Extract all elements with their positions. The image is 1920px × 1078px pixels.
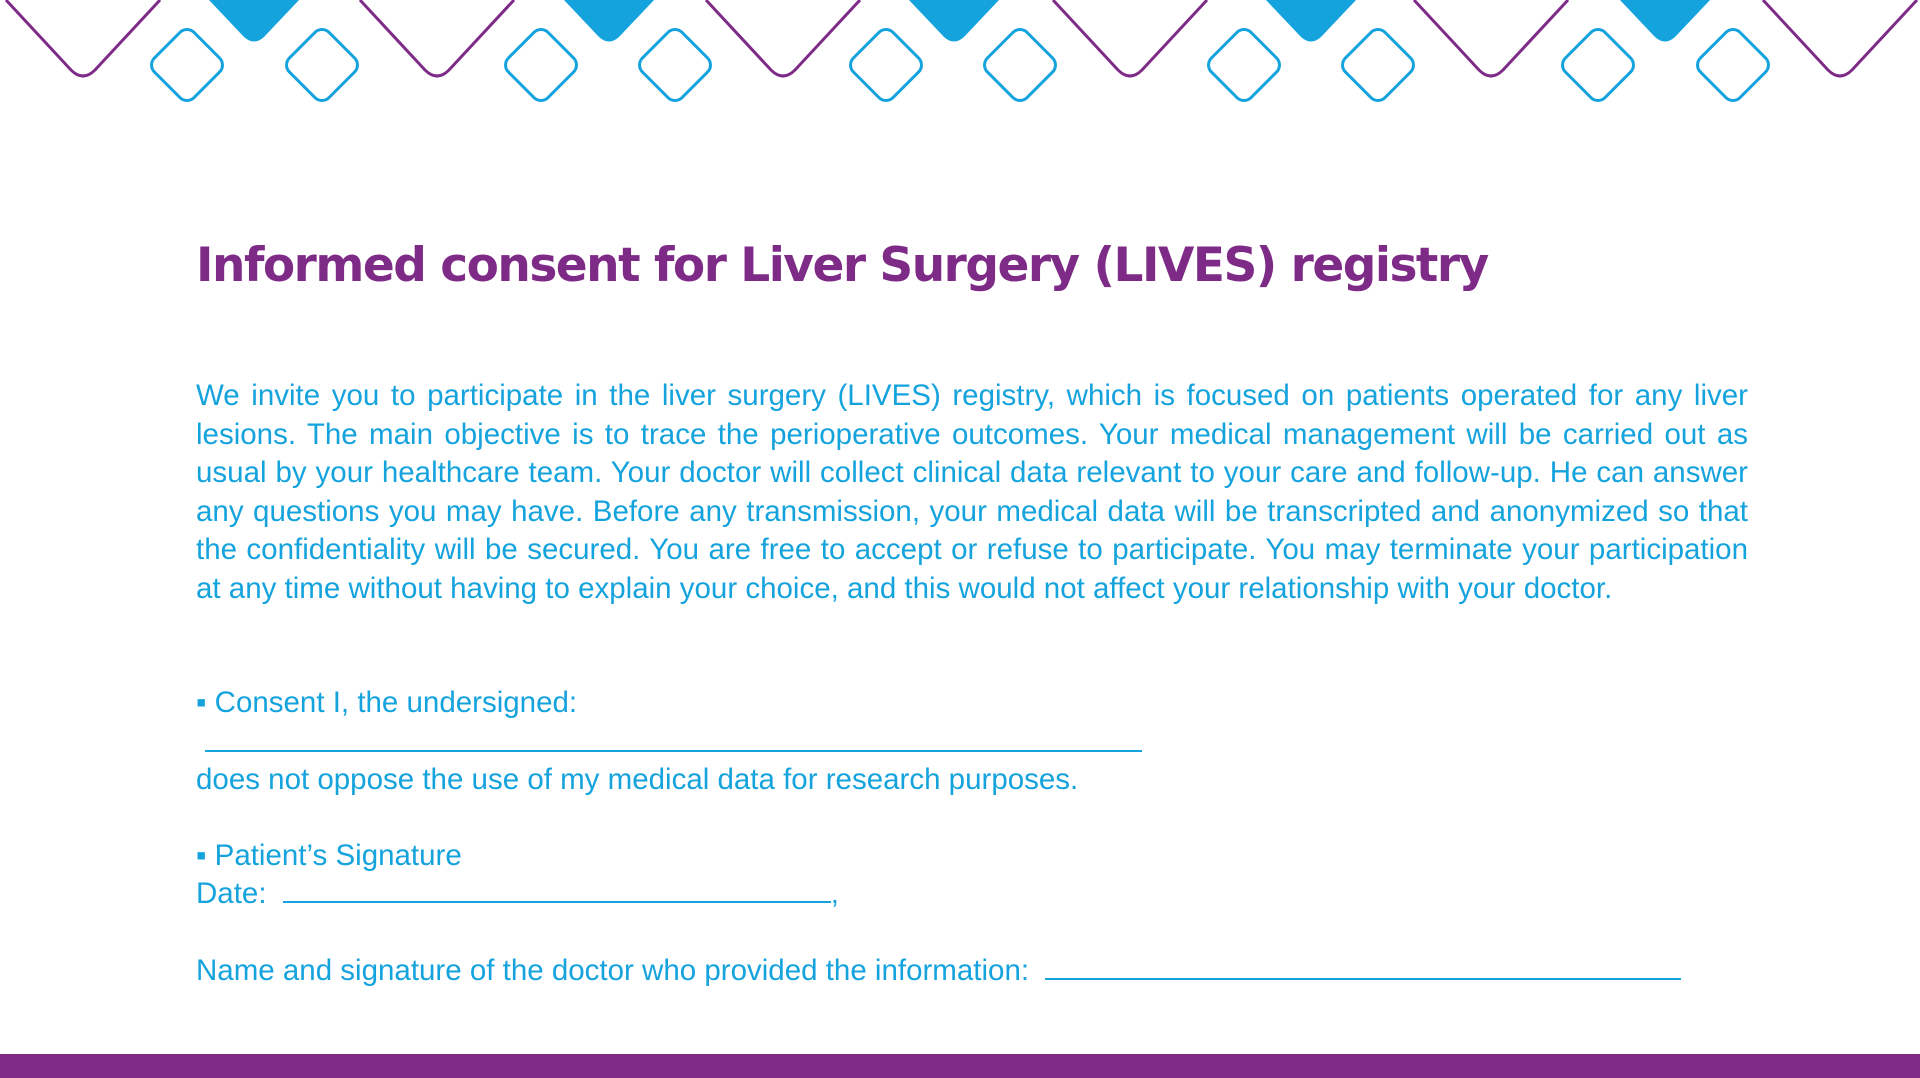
blue-diamond-shape: [501, 25, 580, 104]
blue-diamond-shape: [282, 25, 361, 104]
patient-signature-label: ▪ Patient’s Signature: [196, 839, 462, 872]
decorative-header-pattern: [0, 0, 1920, 120]
date-row: [196, 875, 839, 914]
name-blank-line[interactable]: [205, 724, 1142, 752]
blue-triangle-shape: [564, 0, 654, 42]
purple-chevron-shape: [360, 0, 514, 76]
blue-triangle-shape: [1266, 0, 1356, 42]
date-suffix: ,: [830, 877, 839, 910]
blue-triangle-shape: [1620, 0, 1710, 42]
consent-label: ▪ Consent I, the undersigned:: [196, 686, 578, 719]
blue-diamond-shape: [635, 25, 714, 104]
purple-chevron-shape: [1763, 0, 1917, 76]
date-blank-line[interactable]: [283, 875, 831, 903]
blue-triangle-shape: [209, 0, 299, 42]
blue-diamond-shape: [980, 25, 1059, 104]
doctor-label: Name and signature of the doctor who provided the information:: [196, 954, 1030, 987]
blue-diamond-shape: [1558, 25, 1637, 104]
bottom-bar: [0, 1054, 1920, 1078]
blue-diamond-shape: [147, 25, 226, 104]
purple-chevron-shape: [1414, 0, 1568, 76]
consent-statement: does not oppose the use of my medical data for research purposes.: [196, 763, 1079, 796]
blue-triangle-shape: [909, 0, 999, 42]
name-blank-row: [205, 724, 1142, 763]
blue-diamond-shape: [1338, 25, 1417, 104]
date-label: Date:: [196, 877, 267, 910]
purple-chevron-shape: [706, 0, 860, 76]
doctor-signature-blank-line[interactable]: [1045, 952, 1681, 980]
document-title: Informed consent for Liver Surgery (LIVES) registry: [196, 238, 1488, 293]
doctor-row: [196, 952, 1681, 991]
consent-paragraph: We invite you to participate in the liver surgery (LIVES) registry, which is focused on patients operated for any liver lesions. The main objective is to trace the perioperative outcomes. Your medical management will be carried out as usual by your healthcare team. Your doctor will collect clinical data relevant to your care and follow-up. He can answer any questions you may have. Before any transmission, your medical data will be transcripted and anonymized so that the confidentiality will be secured. You are free to accept or refuse to participate. You may terminate your participation at any time without having to explain your choice, and this would not affect your relationship with your doctor.: [196, 379, 1748, 605]
purple-chevron-shape: [6, 0, 160, 76]
blue-diamond-shape: [1204, 25, 1283, 104]
purple-chevron-shape: [1053, 0, 1207, 76]
blue-diamond-shape: [1693, 25, 1772, 104]
blue-diamond-shape: [846, 25, 925, 104]
